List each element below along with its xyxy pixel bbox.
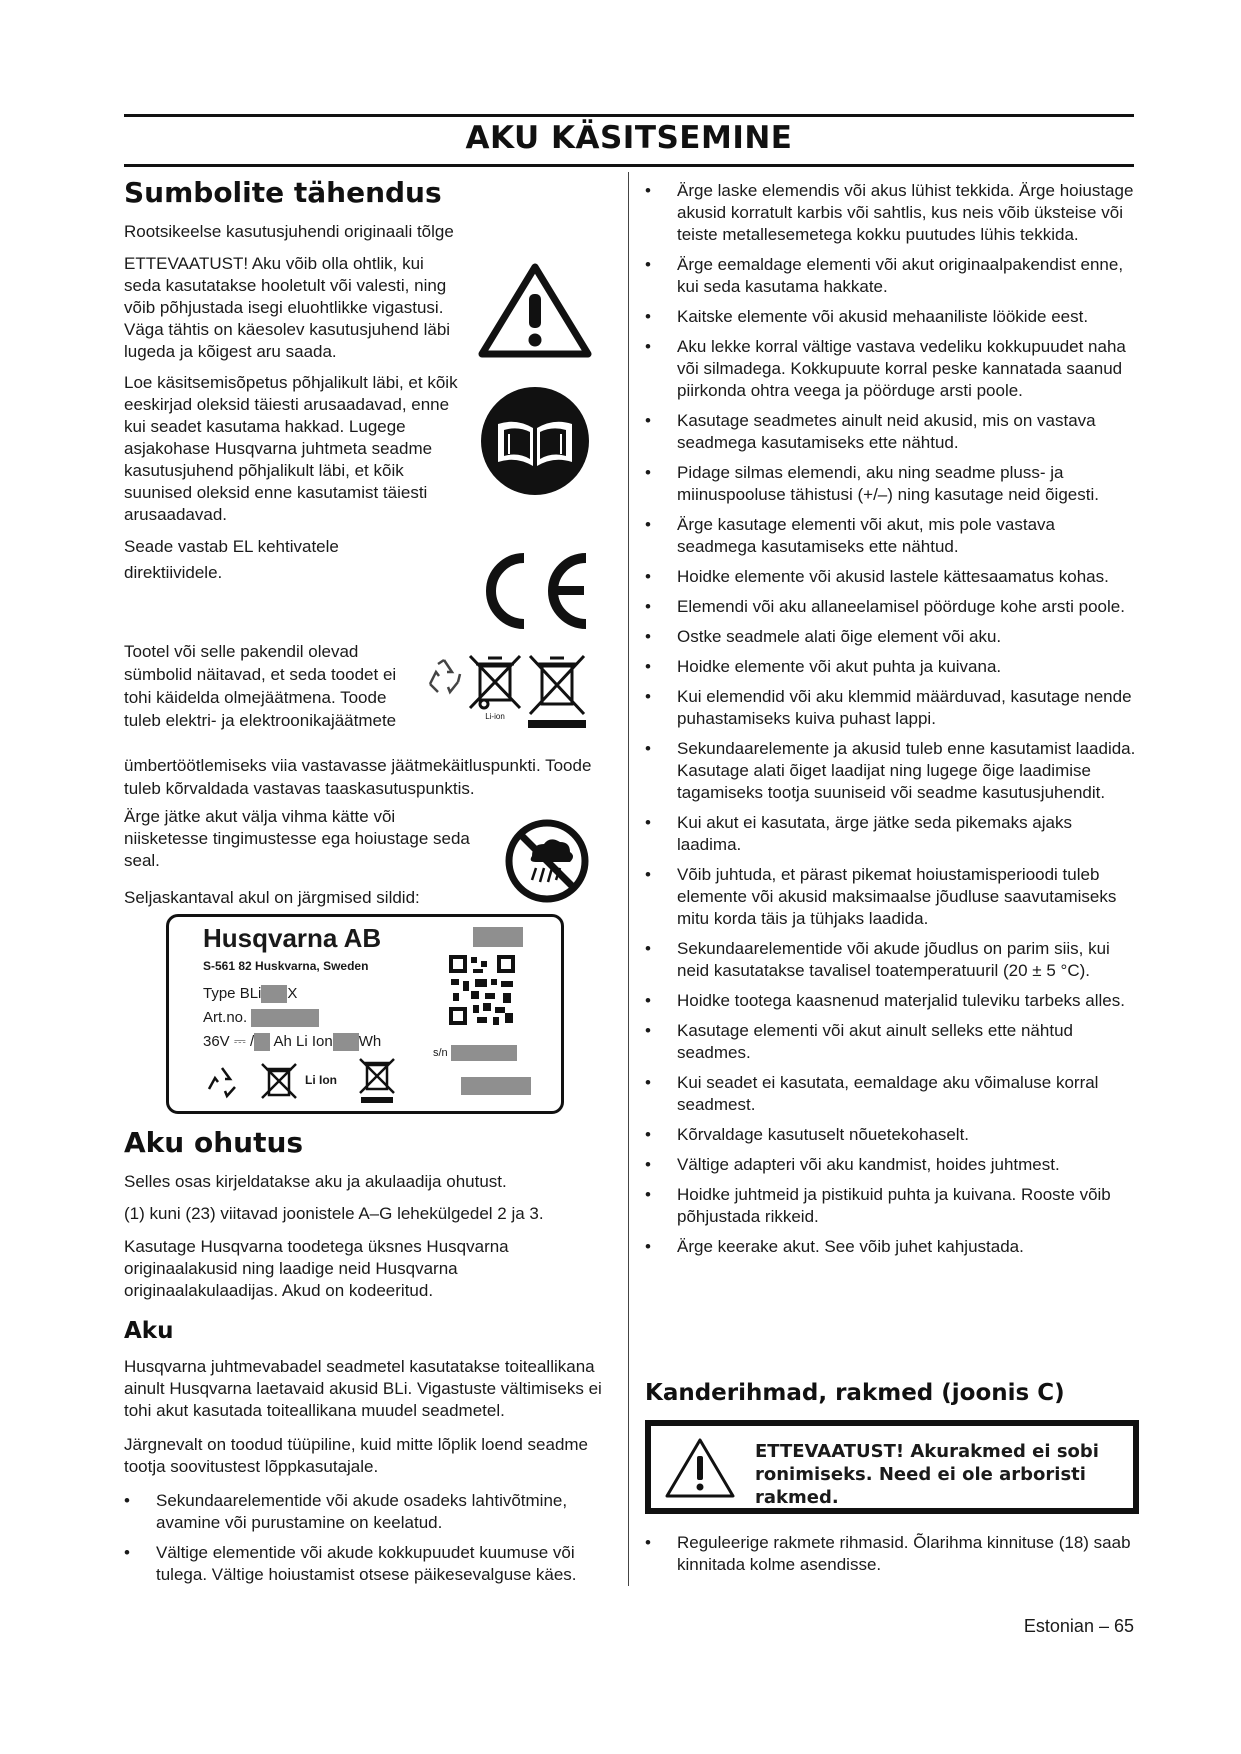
warning-paragraph: ETTEVAATUST! Aku võib olla ohtlik, kui seda kasutatakse hooletult või valesti, ning võib põhjustada isegi eluohtlikke vigastusi. Väga tähtis on käesolev kasutusjuhend läbi lugeda ja kõigest aru saada. — [124, 254, 451, 361]
label-recycling-icon — [205, 1065, 239, 1099]
label-type-suffix: X — [287, 985, 298, 1002]
label-redacted — [251, 1009, 319, 1027]
label-redacted — [254, 1033, 270, 1051]
list-item — [645, 1236, 1137, 1258]
bullet-text: Aku lekke korral vältige vastava vedeliku kokkupuudet naha või silmadega. Kokkupuute korral peske kannatada saanud piirkonda ohtra veega ja pöörduge arsti poole. — [677, 337, 1126, 400]
recycle-paragraph-wide: ümbertöötlemiseks viia vastavasse jäätmekäitluspunkti. Toode tuleb kõrvaldada vastavas taaskasutuspunktis. — [124, 756, 592, 798]
bullet-text: Hoidke elemente või akut puhta ja kuivana. — [677, 657, 1002, 676]
list-item — [645, 1532, 1137, 1576]
bullet-text: Võib juhtuda, et pärast pikemat hoiustamisperioodi tuleb elemente või akusid maksimaalse jõudluse saavutamiseks mitu korda täis ja tühjaks laadida. — [677, 865, 1117, 928]
list-item — [645, 738, 1137, 804]
bullet-text: Kaitske elemente või akusid mehaaniliste löökide eest. — [677, 307, 1089, 326]
bullet-text: Kasutage seadmetes ainult neid akusid, mis on vastava seadmega kasutamiseks ette nähtud. — [677, 411, 1096, 452]
bullet-text: Sekundaarelemente ja akusid tuleb enne kasutamist laadida. Kasutage alati õiget laadijat ning lugege õige laadimise tagamiseks tootja suuniseid või seadme kasutusjuhendit. — [677, 739, 1136, 802]
symbols-heading: Sumbolite tähendus — [124, 176, 442, 209]
label-type-model: BLi — [239, 985, 262, 1002]
label-redacted-top — [473, 927, 523, 947]
warning-box — [645, 1420, 1139, 1514]
translation-note: Rootsikeelse kasutusjuhendi originaali tõlge — [124, 222, 454, 241]
bullet-text: Sekundaarelementide või akude osadeks lahtivõtmine, avamine või purustamine on keelatud. — [156, 1491, 568, 1532]
list-item — [645, 990, 1137, 1012]
label-artno-line — [203, 1009, 319, 1027]
list-item — [124, 1490, 610, 1534]
ce-paragraph: Seade vastab EL kehtivatele direktiividele. — [124, 537, 339, 582]
bullet-text: Hoidke elemente või akusid lastele kättesaamatus kohas. — [677, 567, 1109, 586]
label-rating-line — [203, 1033, 381, 1051]
warning-triangle-small-icon — [663, 1436, 737, 1500]
left-bullet-list — [124, 1490, 610, 1594]
label-li-ion: Li Ion — [296, 1033, 333, 1050]
label-redacted — [333, 1033, 359, 1051]
page-footer: Estonian – 65 — [1023, 1616, 1134, 1636]
battery-label-card — [166, 914, 564, 1114]
bullet-text: Ärge eemaldage elementi või akut originaalpakendist enne, kui seda kasutama hakkate. — [677, 255, 1124, 296]
aku-paragraph-1: Husqvarna juhtmevabadel seadmetel kasutatakse toiteallikana ainult Husqvarna laetavaid akusid BLi. Vigastuste vältimiseks ei tohi akut kasutada toiteallikana muudel seadmetel. — [124, 1357, 602, 1420]
label-redacted — [261, 985, 287, 1003]
column-divider — [628, 172, 629, 1586]
label-intro: Seljaskantaval akul on järgmised sildid: — [124, 888, 420, 907]
bullet-text: Kõrvaldage kasutuselt nõuetekohaselt. — [677, 1125, 970, 1144]
label-type-line — [203, 985, 297, 1003]
rain-paragraph: Ärge jätke akut välja vihma kätte või niisketesse tingimustesse ega hoiustage seda seal. — [124, 807, 470, 870]
label-artno: Art.no. — [203, 1009, 248, 1026]
list-item — [645, 938, 1137, 982]
list-item — [645, 1072, 1137, 1116]
bullet-text: Hoidke juhtmeid ja pistikuid puhta ja kuivana. Rooste võib põhjustada rikkeid. — [677, 1185, 1111, 1226]
label-li-ion-icon-text: Li Ion — [305, 1073, 337, 1087]
list-item — [645, 1020, 1137, 1064]
aku-heading: Aku — [124, 1318, 174, 1344]
read-manual-icon — [480, 386, 590, 496]
top-rule — [124, 114, 1134, 117]
label-crossed-bin-icon — [259, 1061, 299, 1101]
label-redacted-bottom — [461, 1077, 531, 1095]
list-item — [645, 656, 1137, 678]
title-underline — [124, 164, 1134, 167]
safety-paragraph-2: (1) kuni (23) viitavad joonistele A–G lehekülgedel 2 ja 3. — [124, 1204, 544, 1223]
label-address: S-561 82 Huskvarna, Sweden — [203, 959, 369, 973]
harness-heading: Kanderihmad, rakmed (joonis C) — [645, 1380, 1065, 1406]
read-manual-paragraph: Loe käsitsemisõpetus põhjalikult läbi, et kõik eeskirjad oleksid täiesti arusaadavad, enne kui seadet kasutama hakkad. Lugege asjakohase Husqvarna juhtmeta seadme kasutusjuhend põhjalikult läbi, et kõik suunised oleksid enne kasutamist täiesti arusaadavad. — [124, 373, 458, 524]
aku-ohutus-heading: Aku ohutus — [124, 1126, 304, 1159]
right-bullet-list — [645, 180, 1137, 1266]
li-ion-small-label: Li-ion — [485, 712, 505, 720]
bullet-text: Ärge laske elemendis või akus lühist tekkida. Ärge hoiustage akusid korratult karbis või sahtlis, kus neis võib üksteise või teiste metallesemetega kokku puutudes lühis tekkida. — [677, 181, 1134, 244]
qr-code-icon — [447, 953, 517, 1027]
label-ah: Ah — [273, 1033, 292, 1050]
list-item — [645, 514, 1137, 558]
bullet-text: Kui akut ei kasutata, ärge jätke seda pikemaks ajaks laadima. — [677, 813, 1072, 854]
recycling-icon — [424, 656, 464, 696]
bullet-text: Ärge keerake akut. See võib juhet kahjustada. — [677, 1237, 1024, 1256]
label-voltage: 36V ⎓ / — [203, 1033, 255, 1050]
list-item — [124, 1542, 610, 1586]
list-item — [645, 686, 1137, 730]
crossed-bin-icon — [526, 652, 588, 732]
warning-triangle-icon — [478, 262, 592, 358]
bullet-text: Vältige elementide või akude kokkupuudet kuumuse või tulega. Vältige hoiustamist otsese päikesevalguse käes. — [156, 1543, 577, 1584]
bullet-text: Sekundaarelementide või akude jõudlus on parim siis, kui neid kasutatakse tavalisel toatemperatuuril (20 ± 5 °C). — [677, 939, 1110, 980]
list-item — [645, 254, 1137, 298]
bullet-text: Pidage silmas elemendi, aku ning seadme pluss- ja miinuspooluse tähistusi (+/–) ning kasutage neid õigesti. — [677, 463, 1099, 504]
list-item — [645, 410, 1137, 454]
crossed-bin-li-ion-icon — [466, 652, 524, 720]
page-title: AKU KÄSITSEMINE — [465, 120, 793, 156]
label-serial-line — [433, 1045, 517, 1061]
bullet-text: Elemendi või aku allaneelamisel pöörduge kohe arsti poole. — [677, 597, 1125, 616]
list-item — [645, 180, 1137, 246]
bullet-text: Hoidke tootega kaasnenud materjalid tuleviku tarbeks alles. — [677, 991, 1125, 1010]
list-item — [645, 336, 1137, 402]
harness-bullet-list — [645, 1532, 1137, 1584]
list-item — [645, 812, 1137, 856]
bullet-text: Ärge kasutage elementi või akut, mis pole vastava seadmega kasutamiseks ette nähtud. — [677, 515, 1055, 556]
list-item — [645, 864, 1137, 930]
list-item — [645, 306, 1137, 328]
label-crossed-bin-bar-icon — [357, 1057, 397, 1105]
label-brand: Husqvarna AB — [203, 923, 382, 953]
bullet-text: Kui seadet ei kasutata, eemaldage aku võimaluse korral seadmest. — [677, 1073, 1099, 1114]
bullet-text: Vältige adapteri või aku kandmist, hoides juhtmest. — [677, 1155, 1060, 1174]
safety-paragraph-3: Kasutage Husqvarna toodetega üksnes Husqvarna originaalakusid ning laadige neid Husqvarna originaalakulaadijas. Akud on kodeeritud. — [124, 1237, 509, 1300]
list-item — [645, 1154, 1137, 1176]
list-item — [645, 626, 1137, 648]
recycle-paragraph-narrow: Tootel või selle pakendil olevad sümbolid näitavad, et seda toodet ei tohi käidelda olmejäätmena. Toode tuleb elektri- ja elektroonikajäätmete — [124, 642, 397, 730]
bullet-text: Kui elemendid või aku klemmid määrduvad, kasutage nende puhastamiseks kuiva puhast lappi. — [677, 687, 1132, 728]
label-type-prefix: Type — [203, 985, 236, 1002]
ce-mark-icon — [474, 548, 596, 634]
bullet-text: Ostke seadmele alati õige element või aku. — [677, 627, 1002, 646]
list-item — [645, 566, 1137, 588]
aku-paragraph-2: Järgnevalt on toodud tüüpiline, kuid mitte lõplik loend seadme tootja soovitustest lõppkasutajale. — [124, 1435, 589, 1476]
bullet-text: Reguleerige rakmete rihmasid. Õlarihma kinnituse (18) saab kinnitada kolme asendisse. — [677, 1533, 1131, 1574]
safety-paragraph-1: Selles osas kirjeldatakse aku ja akulaadija ohutust. — [124, 1172, 507, 1191]
label-redacted — [451, 1045, 517, 1061]
label-wh: Wh — [358, 1033, 382, 1050]
list-item — [645, 1184, 1137, 1228]
list-item — [645, 1124, 1137, 1146]
list-item — [645, 596, 1137, 618]
warning-box-text: ETTEVAATUST! Akurakmed ei sobi ronimiseks. Need ei ole arboristi rakmed. — [755, 1441, 1099, 1508]
list-item — [645, 462, 1137, 506]
bullet-text: Kasutage elementi või akut ainult selleks ette nähtud seadmes. — [677, 1021, 1073, 1062]
label-serial: s/n — [433, 1046, 448, 1059]
